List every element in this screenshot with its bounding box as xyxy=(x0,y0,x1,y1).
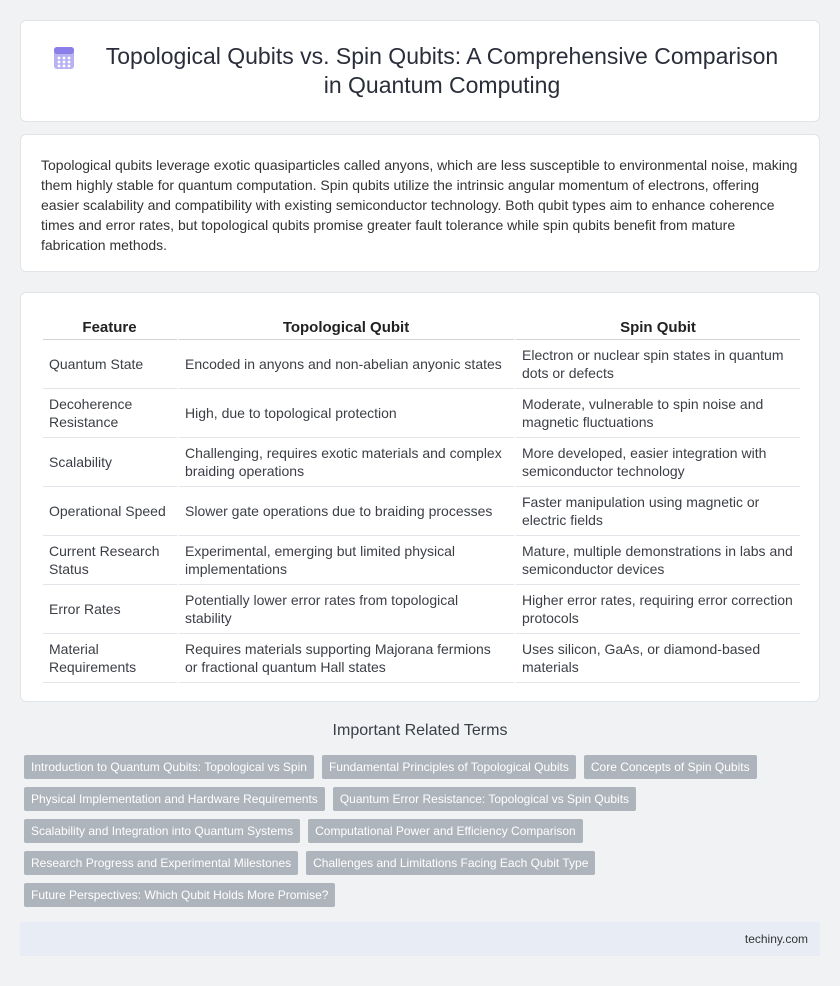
page-title: Topological Qubits vs. Spin Qubits: A Comprehensive Comparison in Quantum Computing xyxy=(105,43,779,98)
spin-cell: Electron or nuclear spin states in quantum dots or defects xyxy=(516,340,800,389)
related-term-tag[interactable]: Future Perspectives: Which Qubit Holds More Promise? xyxy=(24,883,335,907)
table-row xyxy=(43,389,800,438)
related-terms-list xyxy=(24,755,804,907)
topological-cell: High, due to topological protection xyxy=(179,389,516,438)
calculator-icon xyxy=(51,45,77,71)
related-term-tag[interactable]: Introduction to Quantum Qubits: Topological vs Spin xyxy=(24,755,314,779)
spin-cell: Moderate, vulnerable to spin noise and magnetic fluctuations xyxy=(516,389,800,438)
topological-cell: Encoded in anyons and non-abelian anyonic states xyxy=(179,340,516,389)
related-term-tag[interactable]: Fundamental Principles of Topological Qubits xyxy=(322,755,576,779)
related-terms-heading: Important Related Terms xyxy=(332,722,508,739)
footer-bar xyxy=(20,922,820,956)
table-header-row xyxy=(43,315,800,340)
table-row xyxy=(43,585,800,634)
related-term-tag[interactable]: Scalability and Integration into Quantum Systems xyxy=(24,819,300,843)
related-term-tag[interactable]: Challenges and Limitations Facing Each Qubit Type xyxy=(306,851,595,875)
intro-card xyxy=(20,134,820,272)
topological-cell: Experimental, emerging but limited physical implementations xyxy=(179,536,516,585)
related-term-tag[interactable]: Physical Implementation and Hardware Requirements xyxy=(24,787,325,811)
table-row xyxy=(43,536,800,585)
comparison-table xyxy=(43,315,800,683)
related-term-tag[interactable]: Core Concepts of Spin Qubits xyxy=(584,755,757,779)
spin-cell: Faster manipulation using magnetic or electric fields xyxy=(516,487,800,536)
feature-cell: Scalability xyxy=(43,438,179,487)
header-card xyxy=(20,20,820,122)
feature-cell: Quantum State xyxy=(43,340,179,389)
topological-cell: Slower gate operations due to braiding processes xyxy=(179,487,516,536)
spin-cell: Higher error rates, requiring error correction protocols xyxy=(516,585,800,634)
feature-cell: Material Requirements xyxy=(43,634,179,683)
topological-cell: Challenging, requires exotic materials and complex braiding operations xyxy=(179,438,516,487)
table-row xyxy=(43,340,800,389)
column-header-spin: Spin Qubit xyxy=(516,315,800,340)
comparison-card xyxy=(20,292,820,702)
column-header-feature: Feature xyxy=(43,315,179,340)
feature-cell: Decoherence Resistance xyxy=(43,389,179,438)
related-term-tag[interactable]: Computational Power and Efficiency Comparison xyxy=(308,819,583,843)
table-row xyxy=(43,438,800,487)
table-row xyxy=(43,634,800,683)
feature-cell: Operational Speed xyxy=(43,487,179,536)
topological-cell: Potentially lower error rates from topological stability xyxy=(179,585,516,634)
spin-cell: Uses silicon, GaAs, or diamond-based materials xyxy=(516,634,800,683)
table-row xyxy=(43,487,800,536)
column-header-topological: Topological Qubit xyxy=(179,315,516,340)
spin-cell: Mature, multiple demonstrations in labs and semiconductor devices xyxy=(516,536,800,585)
spin-cell: More developed, easier integration with semiconductor technology xyxy=(516,438,800,487)
site-name[interactable]: techiny.com xyxy=(744,932,808,946)
feature-cell: Error Rates xyxy=(43,585,179,634)
topological-cell: Requires materials supporting Majorana fermions or fractional quantum Hall states xyxy=(179,634,516,683)
related-term-tag[interactable]: Quantum Error Resistance: Topological vs Spin Qubits xyxy=(333,787,636,811)
feature-cell: Current Research Status xyxy=(43,536,179,585)
intro-paragraph: Topological qubits leverage exotic quasiparticles called anyons, which are less susceptible to environmental noise, making them highly stable for quantum computation. Spin qubits utilize the intrinsic angular momentum of electrons, offering easier scalability and compatibility with existing semiconductor technology. Both qubit types aim to enhance coherence times and error rates, but topological qubits promise greater fault tolerance while spin qubits benefit from mature fabrication methods. xyxy=(41,157,798,253)
related-term-tag[interactable]: Research Progress and Experimental Milestones xyxy=(24,851,298,875)
